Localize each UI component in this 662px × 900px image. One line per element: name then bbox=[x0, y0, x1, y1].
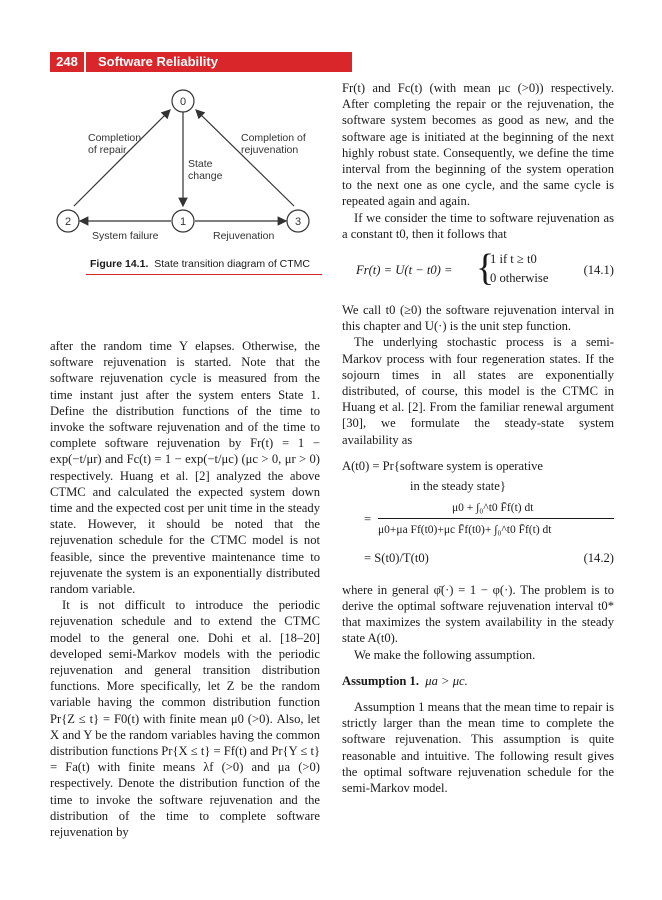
state-label-3: 3 bbox=[294, 216, 302, 228]
right-paragraph-7: Assumption 1 means that the mean time to repair is strictly larger than the mean time to complete the software rejuvenation. This assumption is quite reasonable and intuitive. The following result gives the optimal software rejuvenation schedule for the semi-Markov model. bbox=[342, 700, 614, 796]
state-label-2: 2 bbox=[64, 216, 72, 228]
state-label-0: 0 bbox=[179, 96, 187, 108]
eq142-line-1: A(t0) = Pr{software system is operative bbox=[342, 458, 543, 473]
caption-text: State transition diagram of CTMC bbox=[154, 258, 311, 270]
right-paragraph-4: The underlying stochastic process is a semi-Markov process with four regeneration states. If the sojourn times in all states are exponentially distributed, of course, this model is the CTMC in Huang et al. [2]. From the familiar renewal argument [30], we formulate the steady-state system availability as bbox=[342, 335, 614, 447]
label-state-change-2: change bbox=[188, 170, 223, 182]
eq142-denominator: μ0+μa Ff(t0)+μc F̄f(t0)+ ∫₀^t0 F̄f(t) dt bbox=[378, 523, 552, 536]
eq142-fraction-bar bbox=[378, 518, 614, 519]
page-number: 248 bbox=[50, 52, 84, 72]
right-paragraph-5: where in general φ̄(·) = 1 − φ(·). The problem is to derive the optimal software rejuvenation interval t0* that maximizes the system availability in the steady state A(t0). bbox=[342, 582, 614, 646]
left-paragraph-1: after the random time Y elapses. Otherwise, the software rejuvenation is started. Note that the software rejuvenation cycle is measured from the time instant just after the system enters State 1. Define the distribution functions of the time to invoke the software rejuvenation and of the time to complete software rejuvenation by Fr(t) = 1 − exp(−t/μr) and Fc(t) = 1 − exp(−t/μc) (μc > 0, μr > 0) respectively. Huang et al. [2] analyzed the above CTMC and calculated the expected system down time and the expected cost per unit time in the steady state. However, it should be noted that the rejuvenation schedule for the CTMC model is not feasible, since the preventive maintenance time to rejuvenate the system is an exponentially distributed random variable. bbox=[50, 339, 320, 597]
equation-14-1 bbox=[342, 248, 614, 294]
right-column bbox=[342, 80, 614, 796]
eq142-numerator: μ0 + ∫₀^t0 F̄f(t) dt bbox=[452, 501, 534, 514]
eq142-number: (14.2) bbox=[583, 550, 614, 565]
eq141-brace: { bbox=[476, 247, 495, 290]
label-completion-repair: Completion bbox=[88, 132, 142, 144]
label-completion-rejuv-2: rejuvenation bbox=[241, 144, 299, 156]
label-completion-rejuv: Completion of bbox=[241, 132, 306, 144]
eq141-case-1: 1 if t ≥ t0 bbox=[490, 252, 537, 267]
equation-14-2 bbox=[342, 456, 614, 574]
caption-rule bbox=[86, 274, 322, 275]
assumption-text: μa > μc. bbox=[425, 673, 468, 688]
left-column bbox=[50, 338, 320, 840]
running-title: Software Reliability bbox=[86, 52, 352, 72]
figure-caption bbox=[90, 258, 310, 270]
state-transition-diagram bbox=[50, 82, 322, 254]
eq141-case-2: 0 otherwise bbox=[490, 271, 549, 286]
eq142-equals: = bbox=[364, 511, 372, 526]
label-rejuvenation: Rejuvenation bbox=[213, 230, 275, 242]
eq141-lhs: Fr(t) = U(t − t0) = bbox=[356, 263, 453, 278]
page-header bbox=[50, 52, 618, 72]
assumption-1 bbox=[342, 673, 614, 689]
label-state-change: State bbox=[188, 158, 213, 170]
caption-label: Figure 14.1. bbox=[90, 258, 149, 270]
right-paragraph-2: If we consider the time to software rejuvenation as a constant t0, then it follows that bbox=[342, 210, 614, 241]
label-system-failure: System failure bbox=[92, 230, 159, 242]
right-paragraph-1: Fr(t) and Fc(t) (with mean μc (>0)) respectively. After completing the repair or the rejuvenation, the software system becomes as good as new, and the software age is initiated at the beginning of the next highly robust state. Consequently, we define the time interval from the beginning of the system operation to the next one as one cycle, and the same cycle is repeated again and again. bbox=[342, 81, 614, 209]
left-paragraph-2: It is not difficult to introduce the periodic rejuvenation schedule and to extend the CTMC model to the general one. Dohi et al. [18–20] developed semi-Markov models with the periodic rejuvenation and general transition distribution functions. More specifically, let Z be the random variable having the common distribution function Pr{Z ≤ t} = F0(t) with finite mean μ0 (>0). Also, let X and Y be the random variables having the common distribution functions Pr{X ≤ t} = Ff(t) and Pr{Y ≤ t} = Fa(t) with finite means λf (>0) and μa (>0) respectively. Denote the distribution function of the time to invoke the software rejuvenation and the distribution of the time to complete software rejuvenation by bbox=[50, 598, 320, 840]
eq142-line-4: = S(t0)/T(t0) bbox=[364, 550, 429, 565]
eq142-line-2: in the steady state} bbox=[410, 478, 506, 493]
assumption-label: Assumption 1. bbox=[342, 673, 419, 688]
edge-2-to-0 bbox=[74, 110, 170, 206]
right-paragraph-3: We call t0 (≥0) the software rejuvenation interval in this chapter and U(·) is the unit step function. bbox=[342, 303, 614, 334]
eq141-number: (14.1) bbox=[583, 263, 614, 278]
state-label-1: 1 bbox=[179, 216, 187, 228]
right-paragraph-6: We make the following assumption. bbox=[354, 647, 536, 662]
label-completion-repair-2: of repair bbox=[88, 144, 127, 156]
